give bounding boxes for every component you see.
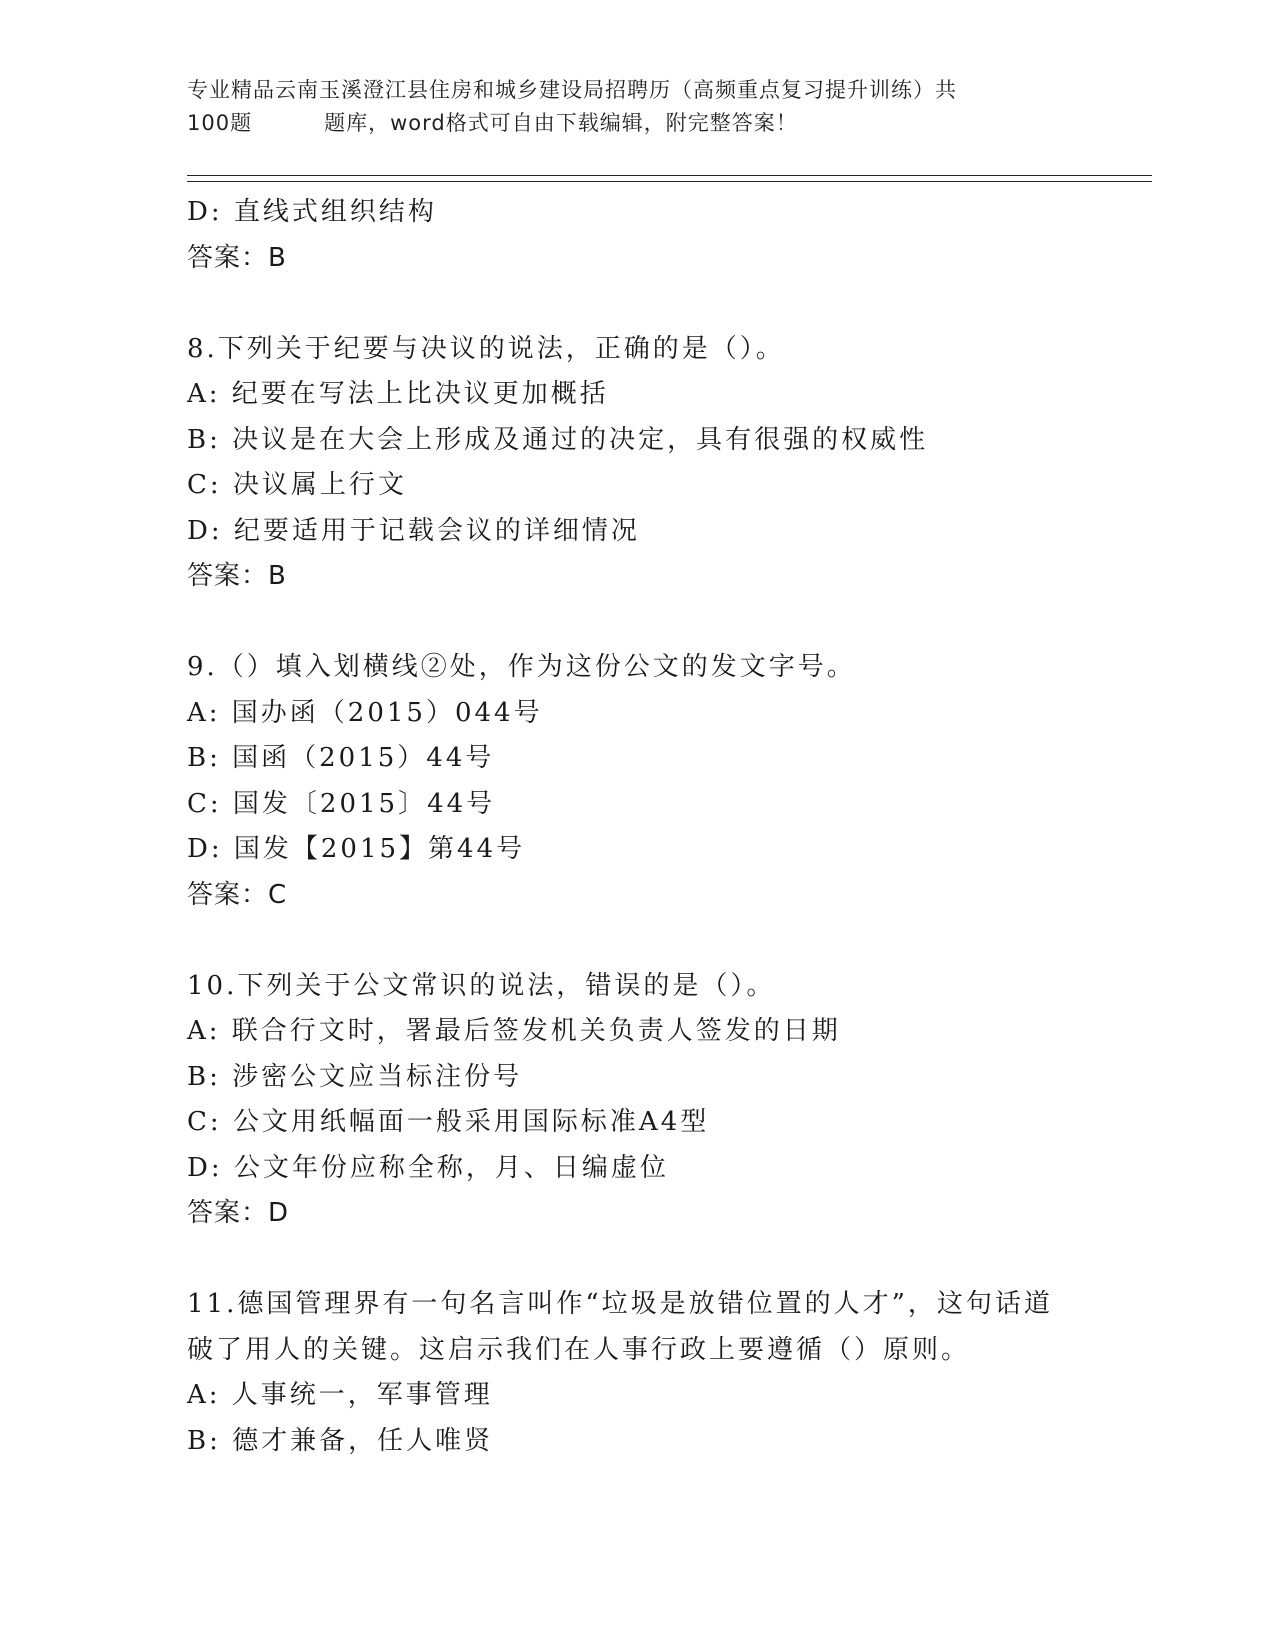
question-spacer	[187, 918, 1087, 964]
q11-option-a: A: 人事统一，军事管理	[187, 1380, 493, 1410]
q8-answer: 答案：B	[187, 561, 287, 591]
q7-answer: 答案：B	[187, 242, 287, 273]
header-subtitle: 题库，word格式可自由下载编辑，附完整答案！	[324, 111, 798, 135]
header-divider-bottom	[187, 181, 1152, 182]
q7-option-d: D: 直线式组织结构	[187, 197, 437, 227]
header-question-count: 100题	[187, 111, 253, 135]
q10-stem: 10.下列关于公文常识的说法，错误的是（）。	[187, 970, 776, 1001]
q10-answer: 答案：D	[187, 1198, 290, 1228]
q8-option-d: D: 纪要适用于记载会议的详细情况	[187, 515, 640, 546]
header-divider-top	[187, 175, 1152, 176]
q9-stem: 9.（）填入划横线②处，作为这份公文的发文字号。	[187, 652, 856, 682]
q10-option-b: B: 涉密公文应当标注份号	[187, 1061, 523, 1092]
question-spacer	[187, 1237, 1087, 1283]
q10-option-d: D: 公文年份应称全称，月、日编虚位	[187, 1152, 669, 1183]
q8-option-c: C: 决议属上行文	[187, 470, 407, 500]
q10-option-c: C: 公文用纸幅面一般采用国际标准A4型	[187, 1107, 710, 1137]
question-spacer	[187, 281, 1087, 327]
q8-stem: 8.下列关于纪要与决议的说法，正确的是（）。	[187, 333, 785, 364]
q9-answer: 答案：C	[187, 879, 288, 910]
q9-option-a: A: 国办函（2015）044号	[187, 697, 543, 728]
question-list	[187, 190, 1087, 1464]
q9-option-d: D: 国发【2015】第44号	[187, 834, 526, 864]
q9-option-c: C: 国发〔2015〕44号	[187, 788, 496, 819]
q11-option-b: B: 德才兼备，任人唯贤	[187, 1425, 494, 1456]
document-header	[187, 74, 1067, 140]
q11-stem-line1: 11.德国管理界有一句名言叫作“垃圾是放错位置的人才”，这句话道	[187, 1289, 1053, 1319]
header-title-line2	[187, 107, 1067, 140]
q10-option-a: A: 联合行文时，署最后签发机关负责人签发的日期	[187, 1016, 841, 1046]
header-title-line1: 专业精品云南玉溪澄江县住房和城乡建设局招聘历（高频重点复习提升训练）共	[187, 78, 957, 102]
question-spacer	[187, 600, 1087, 646]
q8-option-a: A: 纪要在写法上比决议更加概括	[187, 379, 609, 409]
q8-option-b: B: 决议是在大会上形成及通过的决定，具有很强的权威性	[187, 424, 929, 455]
q11-stem-line2: 破了用人的关键。这启示我们在人事行政上要遵循（）原则。	[187, 1334, 971, 1365]
q9-option-b: B: 国函（2015）44号	[187, 743, 495, 773]
